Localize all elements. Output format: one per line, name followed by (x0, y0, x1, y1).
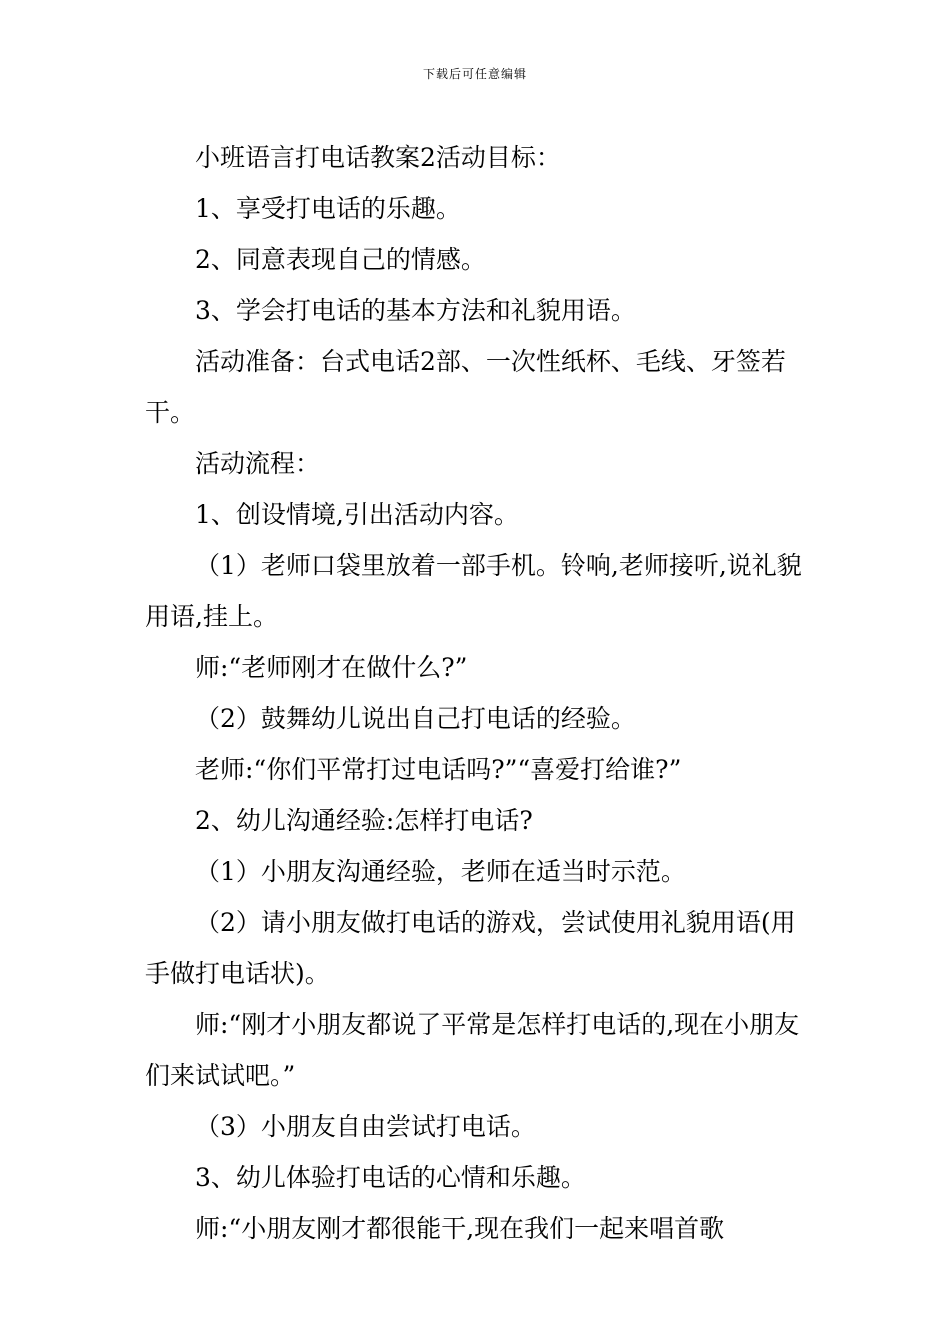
activity-preparation: 活动准备：台式电话2部、一次性纸杯、毛线、牙签若干。 (145, 347, 786, 427)
document-body (145, 132, 810, 1254)
teacher-quote-4: 师:“小朋友刚才都很能干,现在我们一起来唱首歌 (195, 1214, 725, 1243)
doc-title-line: 小班语言打电话教案2活动目标： (195, 143, 561, 172)
page-header-note: 下载后可任意编辑 (422, 67, 527, 81)
step-2-substep-2: （2）请小朋友做打电话的游戏，尝试使用礼貌用语(用手做打电话状)。 (145, 908, 796, 988)
step-1-substep-2: （2）鼓舞幼儿说出自己打电话的经验。 (195, 704, 636, 733)
goal-item-1: 1、享受打电话的乐趣。 (195, 194, 461, 223)
step-2-substep-3: （3）小朋友自由尝试打电话。 (195, 1112, 536, 1141)
step-1-heading: 1、创设情境,引出活动内容。 (195, 500, 519, 529)
teacher-quote-1: 师:“老师刚才在做什么?” (195, 653, 468, 682)
activity-process-heading: 活动流程： (195, 449, 321, 478)
goal-item-2: 2、同意表现自己的情感。 (195, 245, 486, 274)
teacher-quote-2: 老师:“你们平常打过电话吗?”“喜爱打给谁?” (195, 755, 682, 784)
step-1-substep-1: （1）老师口袋里放着一部手机。铃响,老师接听,说礼貌用语,挂上。 (145, 551, 802, 631)
goal-item-3: 3、学会打电话的基本方法和礼貌用语。 (195, 296, 636, 325)
step-3-heading: 3、幼儿体验打电话的心情和乐趣。 (195, 1163, 586, 1192)
step-2-substep-1: （1）小朋友沟通经验，老师在适当时示范。 (195, 857, 686, 886)
teacher-quote-3: 师:“刚才小朋友都说了平常是怎样打电话的,现在小朋友们来试试吧。” (145, 1010, 800, 1090)
step-2-heading: 2、幼儿沟通经验:怎样打电话? (195, 806, 533, 835)
